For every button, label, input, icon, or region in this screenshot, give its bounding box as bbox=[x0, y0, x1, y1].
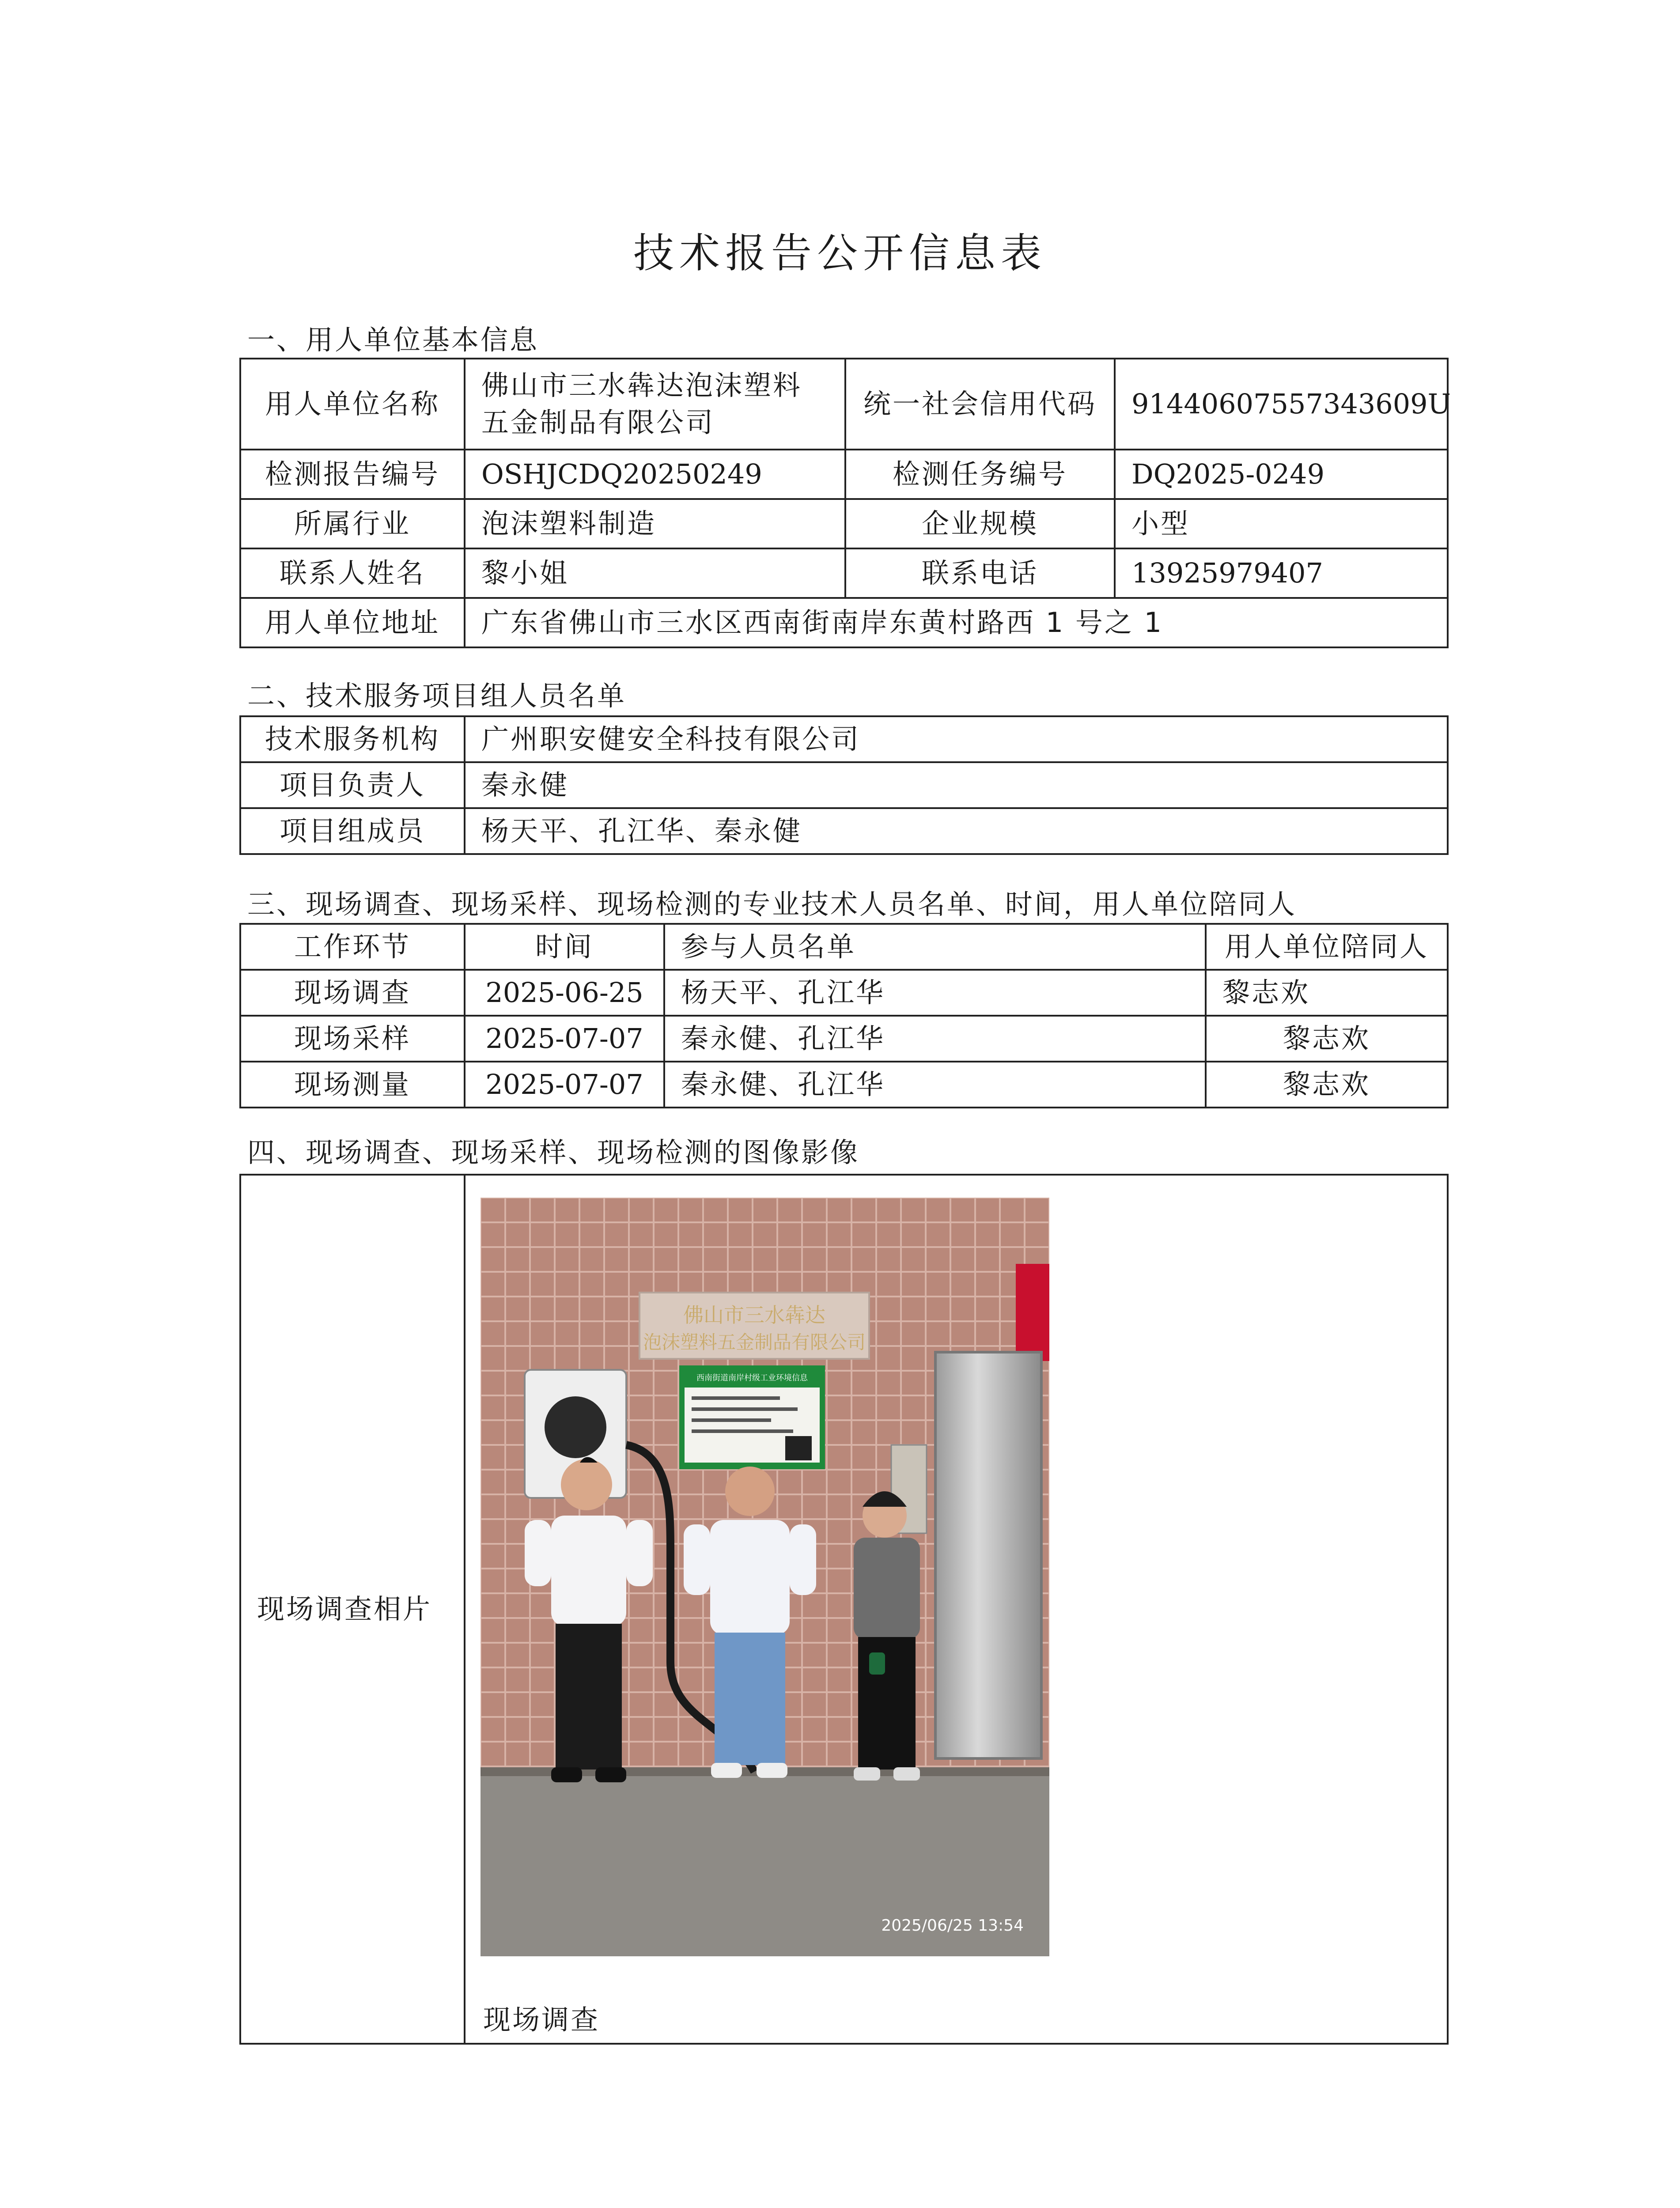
row-stage: 现场调查 bbox=[240, 970, 465, 1016]
board-title: 西南街道南岸村级工业环境信息 bbox=[696, 1373, 808, 1383]
row-date: 2025-07-07 bbox=[465, 1016, 664, 1062]
contact-value: 黎小姐 bbox=[465, 548, 845, 598]
phone-label: 联系电话 bbox=[845, 548, 1115, 598]
photo-label: 现场调查相片 bbox=[240, 1175, 465, 2044]
row-companion: 黎志欢 bbox=[1206, 970, 1448, 1016]
phone-value: 13925979407 bbox=[1115, 548, 1448, 598]
section2-heading: 二、技术服务项目组人员名单 bbox=[247, 680, 627, 712]
section1-heading: 一、用人单位基本信息 bbox=[247, 324, 539, 356]
table-row bbox=[240, 1016, 1448, 1062]
address-label: 用人单位地址 bbox=[240, 598, 465, 647]
table-row bbox=[240, 970, 1448, 1016]
sign-text-line1: 佛山市三水犇达 bbox=[683, 1303, 825, 1327]
credit-code-value: 91440607557343609U bbox=[1115, 359, 1448, 450]
leader-value: 秦永健 bbox=[465, 762, 1448, 808]
scale-value: 小型 bbox=[1115, 499, 1448, 548]
address-value: 广东省佛山市三水区西南街南岸东黄村路西 1 号之 1 bbox=[465, 598, 1448, 647]
members-label: 项目组成员 bbox=[240, 808, 465, 854]
section3-heading: 三、现场调查、现场采样、现场检测的专业技术人员名单、时间，用人单位陪同人 bbox=[247, 888, 1297, 920]
header-companion: 用人单位陪同人 bbox=[1206, 924, 1448, 970]
unit-info-table bbox=[239, 358, 1449, 648]
fieldwork-table bbox=[239, 923, 1449, 1108]
row-date: 2025-06-25 bbox=[465, 970, 664, 1016]
task-no-value: DQ2025-0249 bbox=[1115, 450, 1448, 499]
row-staff: 秦永健、孔江华 bbox=[664, 1062, 1206, 1108]
unit-name-value: 佛山市三水犇达泡沫塑料五金制品有限公司 bbox=[465, 359, 845, 450]
row-date: 2025-07-07 bbox=[465, 1062, 664, 1108]
header-date: 时间 bbox=[465, 924, 664, 970]
photo-cell bbox=[465, 1175, 1448, 2044]
image-table bbox=[239, 1174, 1449, 2045]
credit-code-label: 统一社会信用代码 bbox=[845, 359, 1115, 450]
photo-timestamp: 2025/06/25 13:54 bbox=[881, 1917, 1024, 1935]
service-team-table bbox=[239, 715, 1449, 855]
scale-label: 企业规模 bbox=[845, 499, 1115, 548]
task-no-label: 检测任务编号 bbox=[845, 450, 1115, 499]
industry-label: 所属行业 bbox=[240, 499, 465, 548]
photo-caption: 现场调查 bbox=[483, 2004, 600, 2036]
row-companion: 黎志欢 bbox=[1206, 1016, 1448, 1062]
row-companion: 黎志欢 bbox=[1206, 1062, 1448, 1108]
header-stage: 工作环节 bbox=[240, 924, 465, 970]
row-staff: 杨天平、孔江华 bbox=[664, 970, 1206, 1016]
row-staff: 秦永健、孔江华 bbox=[664, 1016, 1206, 1062]
contact-label: 联系人姓名 bbox=[240, 548, 465, 598]
leader-label: 项目负责人 bbox=[240, 762, 465, 808]
site-survey-photo bbox=[481, 1198, 1049, 1956]
report-no-label: 检测报告编号 bbox=[240, 450, 465, 499]
industry-value: 泡沫塑料制造 bbox=[465, 499, 845, 548]
org-value: 广州职安健安全科技有限公司 bbox=[465, 716, 1448, 762]
report-no-value: OSHJCDQ20250249 bbox=[465, 450, 845, 499]
page-title: 技术报告公开信息表 bbox=[633, 230, 1047, 277]
section4-heading: 四、现场调查、现场采样、现场检测的图像影像 bbox=[247, 1136, 860, 1168]
unit-name-label: 用人单位名称 bbox=[240, 359, 465, 450]
row-stage: 现场采样 bbox=[240, 1016, 465, 1062]
row-stage: 现场测量 bbox=[240, 1062, 465, 1108]
header-staff: 参与人员名单 bbox=[664, 924, 1206, 970]
org-label: 技术服务机构 bbox=[240, 716, 465, 762]
members-value: 杨天平、孔江华、秦永健 bbox=[465, 808, 1448, 854]
sign-text-line2: 泡沫塑料五金制品有限公司 bbox=[643, 1331, 866, 1353]
table-row bbox=[240, 1062, 1448, 1108]
